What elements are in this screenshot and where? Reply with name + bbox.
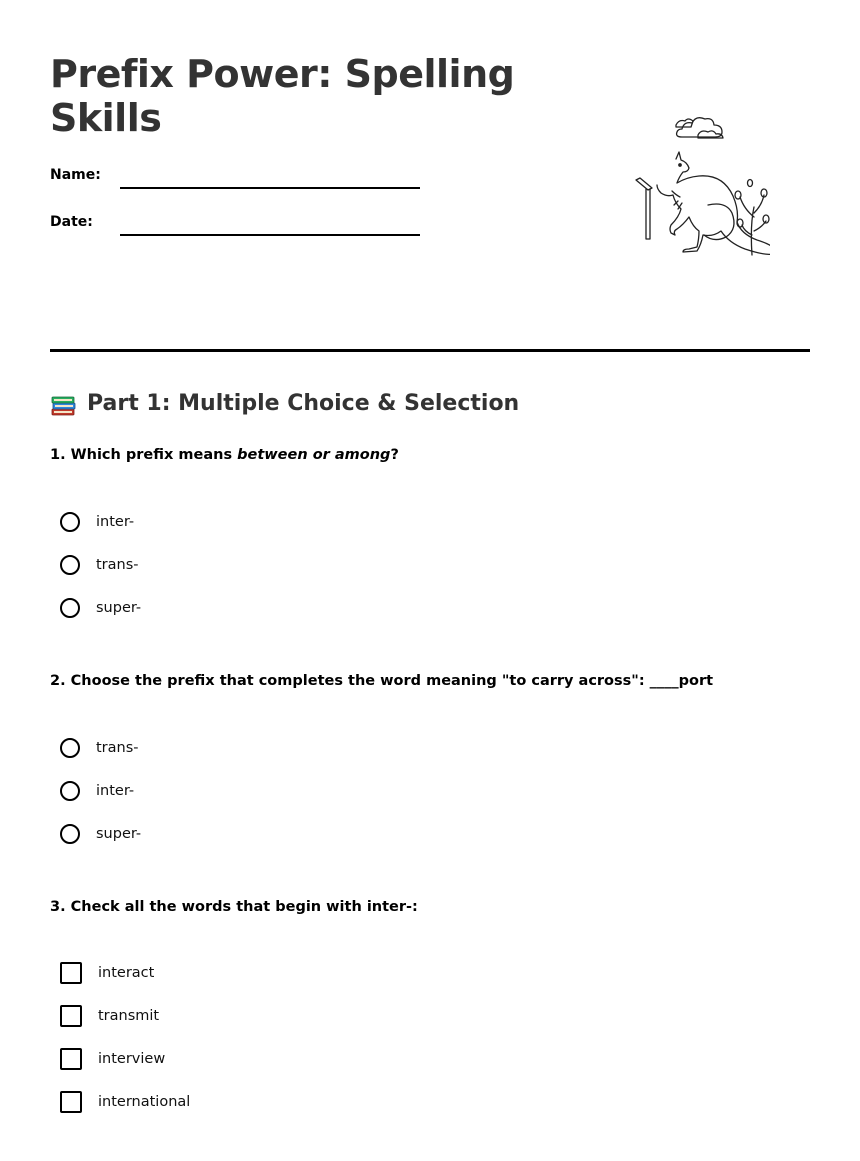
post-icon bbox=[636, 178, 652, 239]
q3-option-label: transmit bbox=[98, 1008, 160, 1024]
q2-option-trans[interactable] bbox=[60, 735, 139, 761]
checkbox[interactable] bbox=[60, 1091, 82, 1113]
q3-option-label: international bbox=[98, 1094, 191, 1110]
q1-option-inter[interactable] bbox=[60, 509, 134, 535]
radio-button[interactable] bbox=[60, 824, 80, 844]
q1-option-label: trans- bbox=[96, 557, 139, 573]
name-label: Name: bbox=[50, 167, 101, 183]
q3-option-transmit[interactable] bbox=[60, 1003, 159, 1029]
name-field bbox=[50, 167, 430, 197]
q1-option-label: inter- bbox=[96, 514, 135, 530]
question-2: 2. Choose the prefix that completes the word meaning "to carry across": ____port bbox=[50, 673, 714, 689]
worksheet-page bbox=[50, 0, 810, 1161]
cloud-icon bbox=[676, 118, 723, 138]
q1-option-super[interactable] bbox=[60, 595, 141, 621]
q2-option-inter[interactable] bbox=[60, 778, 134, 804]
q3-option-international[interactable] bbox=[60, 1089, 190, 1115]
checkbox[interactable] bbox=[60, 1048, 82, 1070]
q3-option-label: interact bbox=[98, 965, 155, 981]
checkbox[interactable] bbox=[60, 962, 82, 984]
q2-option-label: trans- bbox=[96, 740, 139, 756]
worksheet-title: Prefix Power: Spelling Skills bbox=[50, 52, 515, 140]
books-icon bbox=[50, 390, 78, 418]
radio-button[interactable] bbox=[60, 738, 80, 758]
question-1-prefix: 1. Which prefix means bbox=[50, 447, 238, 463]
date-label: Date: bbox=[50, 214, 93, 230]
checkbox[interactable] bbox=[60, 1005, 82, 1027]
kangaroo-illustration bbox=[580, 105, 770, 270]
question-1-suffix: ? bbox=[390, 447, 399, 463]
part1-title-text: Part 1: Multiple Choice & Selection bbox=[87, 391, 520, 416]
radio-button[interactable] bbox=[60, 598, 80, 618]
q2-option-label: super- bbox=[96, 826, 142, 842]
q1-option-trans[interactable] bbox=[60, 552, 139, 578]
radio-button[interactable] bbox=[60, 512, 80, 532]
question-1 bbox=[50, 445, 399, 465]
question-3: 3. Check all the words that begin with inter-: bbox=[50, 899, 418, 915]
q3-option-interact[interactable] bbox=[60, 960, 154, 986]
radio-button[interactable] bbox=[60, 555, 80, 575]
kangaroo-body-icon bbox=[657, 152, 770, 254]
q1-option-label: super- bbox=[96, 600, 142, 616]
date-input-line[interactable] bbox=[120, 234, 420, 236]
plant-icon bbox=[735, 180, 769, 256]
radio-button[interactable] bbox=[60, 781, 80, 801]
date-field bbox=[50, 214, 430, 244]
header-divider bbox=[50, 349, 810, 352]
q3-option-label: interview bbox=[98, 1051, 166, 1067]
q3-option-interview[interactable] bbox=[60, 1046, 165, 1072]
q2-option-super[interactable] bbox=[60, 821, 141, 847]
q2-option-label: inter- bbox=[96, 783, 135, 799]
part1-title bbox=[50, 388, 519, 420]
name-input-line[interactable] bbox=[120, 187, 420, 189]
question-1-emphasis: between or among bbox=[237, 447, 391, 463]
